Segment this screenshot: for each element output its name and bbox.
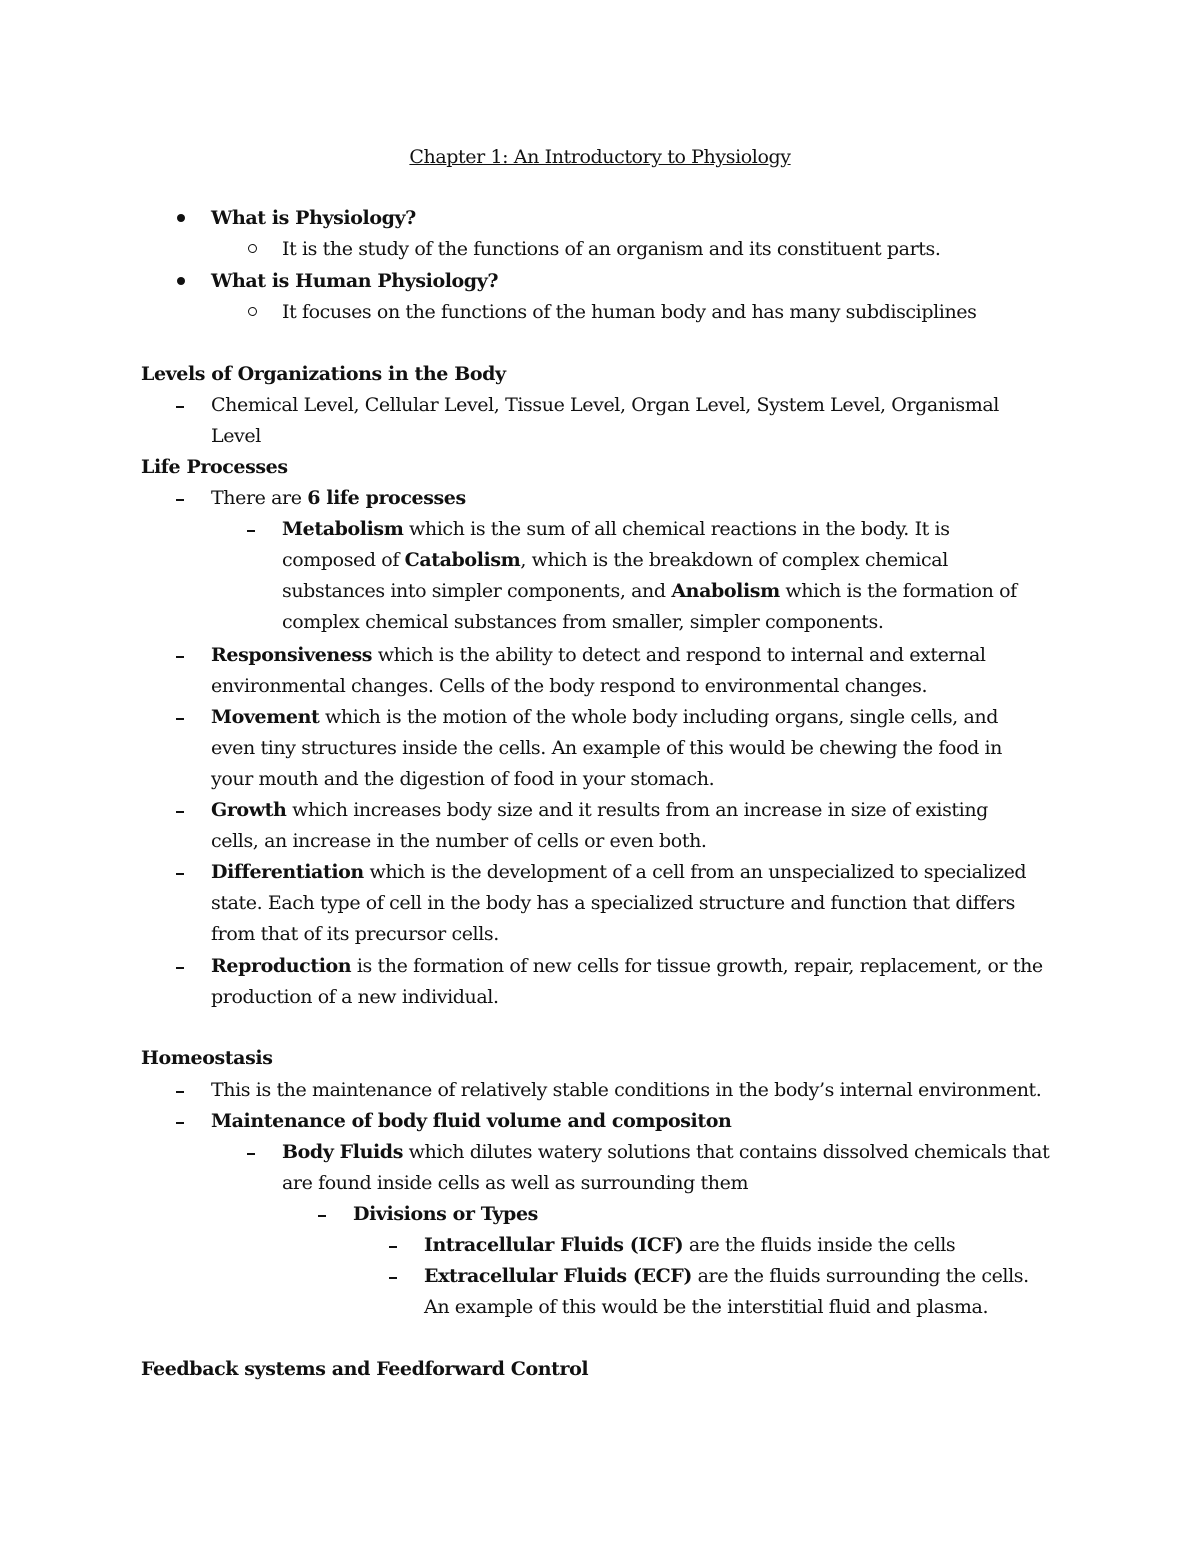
levels-text-cont: Level [211,425,261,447]
answer-human-physiology: It focuses on the functions of the human body and has many subdisciplines [282,301,977,323]
differentiation-text-cont: from that of its precursor cells. [211,923,499,945]
dash-bullet-icon [389,1246,397,1248]
dash-bullet-icon [176,811,184,813]
icf-text: Intracellular Fluids (ICF) are the fluids inside the cells [424,1234,956,1256]
dash-bullet-icon [247,1153,255,1155]
homeostasis-definition: This is the maintenance of relatively stable conditions in the body’s internal environment. [211,1079,1042,1101]
dash-bullet-icon [176,718,184,720]
dash-bullet-icon [176,873,184,875]
differentiation-text: Differentiation which is the development of a cell from an unspecialized to specialized [211,861,1027,883]
metabolism-text-cont: composed of Catabolism, which is the breakdown of complex chemical [282,549,948,571]
question-physiology: What is Physiology? [211,207,416,229]
reproduction-text: Reproduction is the formation of new cells for tissue growth, repair, replacement, or the [211,955,1043,977]
section-heading-feedback: Feedback systems and Feedforward Control [141,1358,589,1380]
bullet-ring-icon [248,307,257,316]
responsiveness-text-cont: environmental changes. Cells of the body respond to environmental changes. [211,675,928,697]
section-heading-life-processes: Life Processes [141,456,288,478]
body-fluids-text: Body Fluids which dilutes watery solutions that contains dissolved chemicals that [282,1141,1050,1163]
movement-text-cont: even tiny structures inside the cells. An example of this would be chewing the food in [211,737,1002,759]
dash-bullet-icon [176,656,184,658]
section-heading-homeostasis: Homeostasis [141,1047,273,1069]
maintenance-heading: Maintenance of body fluid volume and compositon [211,1110,732,1132]
dash-bullet-icon [176,499,184,501]
movement-text-cont: your mouth and the digestion of food in your stomach. [211,768,715,790]
reproduction-text-cont: production of a new individual. [211,986,499,1008]
section-heading-levels: Levels of Organizations in the Body [141,363,506,385]
life-processes-count: There are 6 life processes [211,487,466,509]
ecf-text: Extracellular Fluids (ECF) are the fluids surrounding the cells. [424,1265,1029,1287]
dash-bullet-icon [176,1091,184,1093]
growth-text-cont: cells, an increase in the number of cells or even both. [211,830,707,852]
levels-text: Chemical Level, Cellular Level, Tissue Level, Organ Level, System Level, Organismal [211,394,999,416]
dash-bullet-icon [318,1215,326,1217]
dash-bullet-icon [176,406,184,408]
dash-bullet-icon [389,1277,397,1279]
ecf-text-cont: An example of this would be the interstitial fluid and plasma. [424,1296,989,1318]
page-title: Chapter 1: An Introductory to Physiology [409,146,791,168]
metabolism-text-cont: substances into simpler components, and Anabolism which is the formation of [282,580,1017,602]
answer-physiology: It is the study of the functions of an organism and its constituent parts. [282,238,941,260]
dash-bullet-icon [176,1122,184,1124]
metabolism-text-cont: complex chemical substances from smaller, simpler components. [282,611,884,633]
bullet-ring-icon [248,244,257,253]
differentiation-text-cont: state. Each type of cell in the body has a specialized structure and function that differs [211,892,1015,914]
dash-bullet-icon [247,530,255,532]
bullet-dot-icon [177,214,185,222]
metabolism-text: Metabolism which is the sum of all chemical reactions in the body. It is [282,518,950,540]
responsiveness-text: Responsiveness which is the ability to detect and respond to internal and external [211,644,986,666]
growth-text: Growth which increases body size and it results from an increase in size of existing [211,799,988,821]
question-human-physiology: What is Human Physiology? [211,270,499,292]
divisions-heading: Divisions or Types [353,1203,538,1225]
bullet-dot-icon [177,277,185,285]
body-fluids-text-cont: are found inside cells as well as surrounding them [282,1172,749,1194]
movement-text: Movement which is the motion of the whole body including organs, single cells, and [211,706,998,728]
dash-bullet-icon [176,967,184,969]
